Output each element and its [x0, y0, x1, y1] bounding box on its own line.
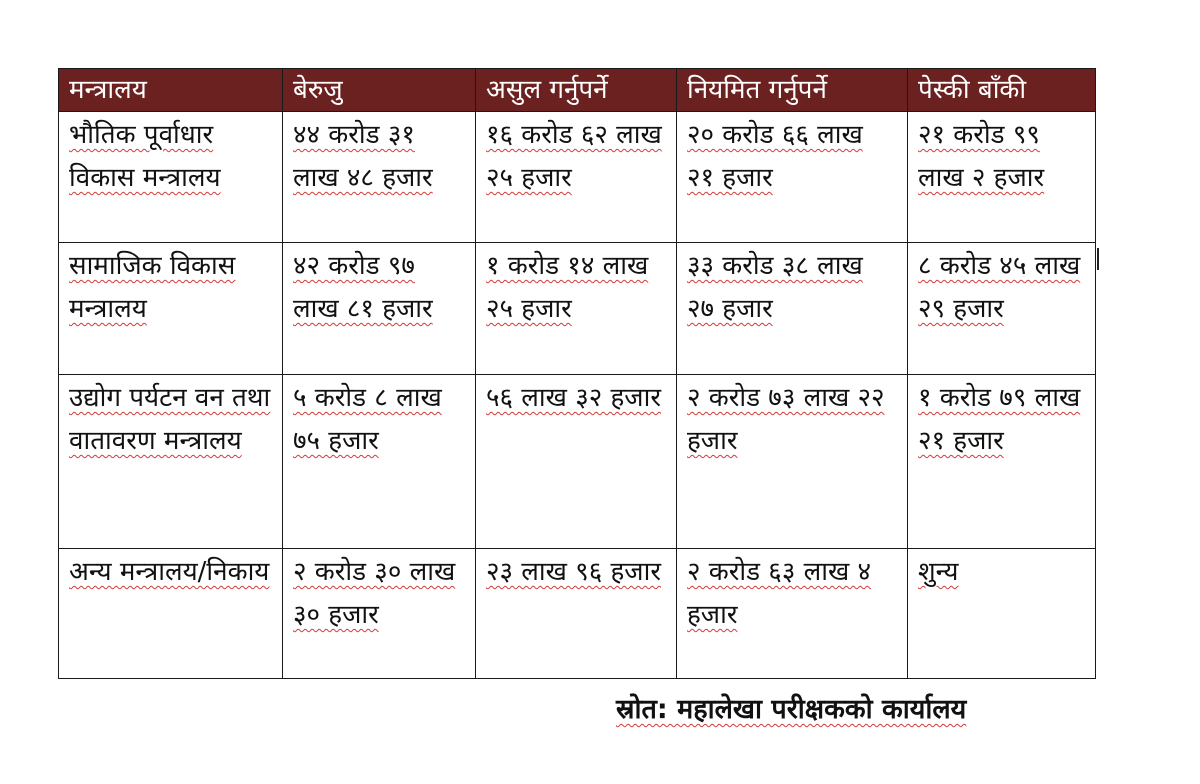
- header-ministry: मन्त्रालय: [59, 69, 283, 112]
- table-cell: २ करोड ३० लाख ३० हजार: [283, 549, 476, 679]
- table-cell: २ करोड ७३ लाख २२ हजार: [677, 375, 908, 549]
- header-irregularity: बेरुजु: [283, 69, 476, 112]
- table-cell: २१ करोड ९९ लाख २ हजार: [908, 112, 1096, 243]
- table-cell: ४२ करोड ९७ लाख ८१ हजार: [283, 243, 476, 375]
- table-cell: १ करोड ७९ लाख २१ हजार: [908, 375, 1096, 549]
- table-cell: अन्य मन्त्रालय/निकाय: [59, 549, 283, 679]
- table-cell: शुन्य: [908, 549, 1096, 679]
- header-to-recover: असुल गर्नुपर्ने: [476, 69, 677, 112]
- table-cell: १६ करोड ६२ लाख २५ हजार: [476, 112, 677, 243]
- table-cell: २ करोड ६३ लाख ४ हजार: [677, 549, 908, 679]
- table-row: [59, 243, 1096, 375]
- source-note: स्रोत: महालेखा परीक्षकको कार्यालय: [616, 694, 967, 725]
- text-cursor: [1097, 248, 1099, 270]
- table-cell: भौतिक पूर्वाधार विकास मन्त्रालय: [59, 112, 283, 243]
- ministry-audit-table: [58, 68, 1096, 679]
- table-cell: ४४ करोड ३१ लाख ४८ हजार: [283, 112, 476, 243]
- table-header-row: [59, 69, 1096, 112]
- table-row: [59, 112, 1096, 243]
- table-cell: ८ करोड ४५ लाख २९ हजार: [908, 243, 1096, 375]
- table-row: [59, 375, 1096, 549]
- table-cell: ५६ लाख ३२ हजार: [476, 375, 677, 549]
- header-advance-due: पेस्की बाँकी: [908, 69, 1096, 112]
- table-row: [59, 549, 1096, 679]
- table-cell: उद्योग पर्यटन वन तथा वातावरण मन्त्रालय: [59, 375, 283, 549]
- table-cell: ३३ करोड ३८ लाख २७ हजार: [677, 243, 908, 375]
- table-cell: २३ लाख ९६ हजार: [476, 549, 677, 679]
- table-cell: ५ करोड ८ लाख ७५ हजार: [283, 375, 476, 549]
- table-cell: २० करोड ६६ लाख २१ हजार: [677, 112, 908, 243]
- table-cell: सामाजिक विकास मन्त्रालय: [59, 243, 283, 375]
- table-cell: १ करोड १४ लाख २५ हजार: [476, 243, 677, 375]
- header-to-regularize: नियमित गर्नुपर्ने: [677, 69, 908, 112]
